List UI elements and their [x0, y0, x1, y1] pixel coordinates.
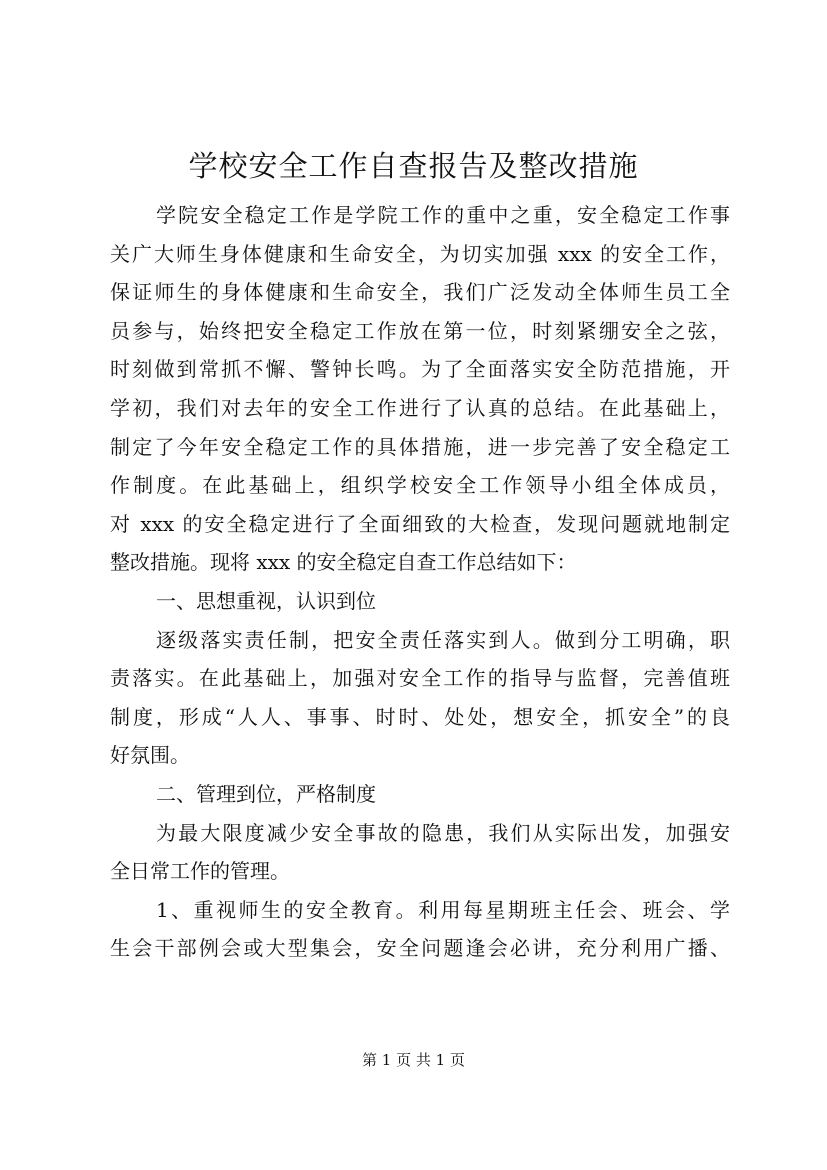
- body-line: 关广大师生身体健康和生命安全，为切实加强 xxx 的安全工作，: [110, 241, 730, 266]
- body-line: 二、管理到位，严格制度: [156, 781, 376, 806]
- body-line: 整改措施。现将 xxx 的安全稳定自查工作总结如下：: [110, 550, 577, 575]
- body-line: 生会干部例会或大型集会，安全问题逢会必讲，充分利用广播、: [110, 936, 730, 961]
- document-body: [110, 196, 730, 968]
- body-line: 保证师生的身体健康和生命安全，我们广泛发动全体师生员工全: [110, 280, 730, 305]
- body-line: 一、思想重视，认识到位: [156, 588, 376, 613]
- body-line: 对 xxx 的安全稳定进行了全面细致的大检查，发现问题就地制定: [110, 511, 730, 536]
- body-line: 学初，我们对去年的安全工作进行了认真的总结。在此基础上，: [110, 395, 730, 420]
- page-footer: 第 1 页 共 1 页: [362, 1051, 465, 1069]
- body-line: 好氛围。: [110, 743, 190, 768]
- body-line: 逐级落实责任制，把安全责任落实到人。做到分工明确，职: [156, 627, 730, 652]
- body-line: 作制度。在此基础上，组织学校安全工作领导小组全体成员，: [110, 473, 730, 498]
- body-line: 1、重视师生的安全教育。利用每星期班主任会、班会、学: [156, 897, 730, 922]
- body-line: 全日常工作的管理。: [110, 859, 290, 884]
- body-line: 责落实。在此基础上，加强对安全工作的指导与监督，完善值班: [110, 666, 730, 691]
- body-line: 制定了今年安全稳定工作的具体措施，进一步完善了安全稳定工: [110, 434, 730, 459]
- body-line: 员参与，始终把安全稳定工作放在第一位，时刻紧绷安全之弦，: [110, 318, 730, 343]
- body-line: 制度，形成“人人、事事、时时、处处，想安全，抓安全”的良: [110, 704, 730, 729]
- body-line: 时刻做到常抓不懈、警钟长鸣。为了全面落实安全防范措施，开: [110, 357, 730, 382]
- document-title: 学校安全工作自查报告及整改措施: [188, 149, 639, 183]
- body-line: 学院安全稳定工作是学院工作的重中之重，安全稳定工作事: [156, 203, 730, 227]
- body-line: 为最大限度减少安全事故的隐患，我们从实际出发，加强安: [156, 820, 730, 845]
